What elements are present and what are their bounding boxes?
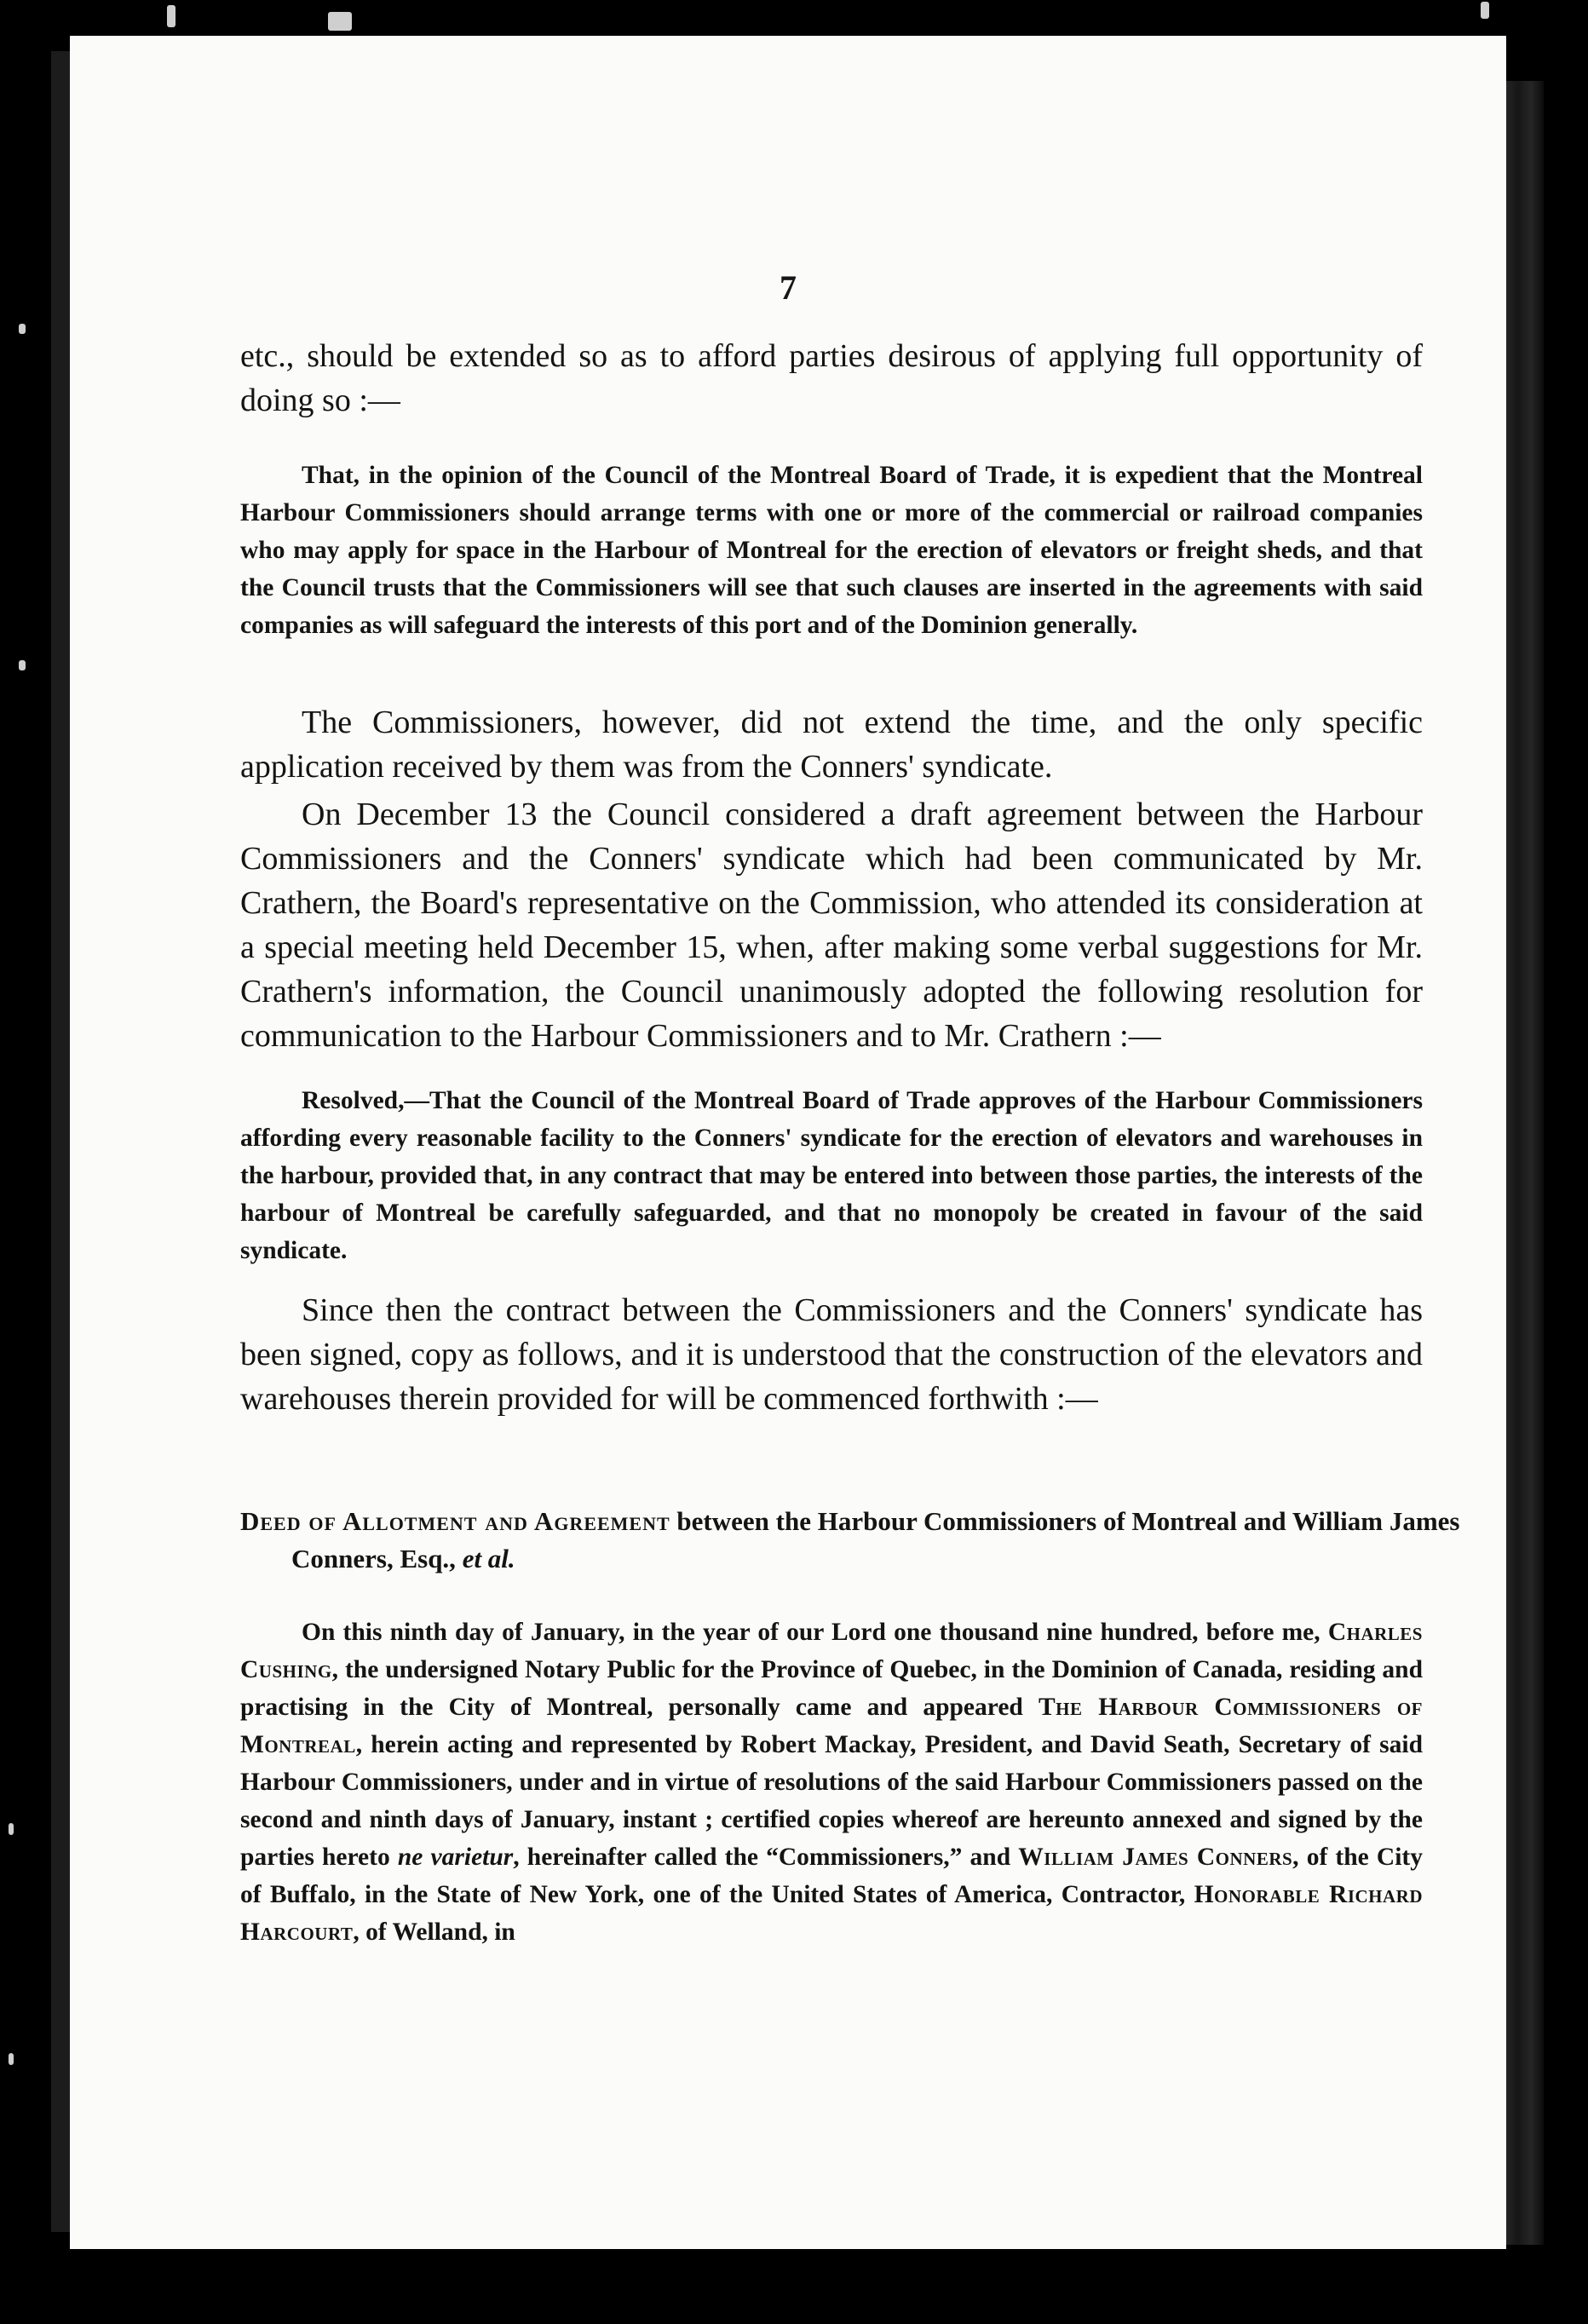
deed-text-6: , of Welland, in [353, 1918, 515, 1946]
book-binding-shadow [51, 51, 70, 2232]
deed-title: Deed of Allotment and Agreement [240, 1506, 670, 1536]
resolution-approves: Resolved,—That the Council of the Montreal Board of Trade approves of the Harbour Commissioners affording every reasonable facility to the Conners' syndicate for the erection of elevators and warehouses in the harbour, provided that, in any contract that may be entered into between those parties, the interests of the harbour of Montreal be carefully safeguarded, and that no monopoly be created in favour of the said syndicate. [240, 1087, 1423, 1264]
harcourt-name: Honorable Richard Harcourt [240, 1881, 1423, 1946]
book-page [70, 36, 1506, 2249]
page-stack-edge [1501, 81, 1544, 2245]
deed-text-1: On this ninth day of January, in the year of our Lord one thousand nine hundred, before me, [302, 1619, 1328, 1646]
intro-paragraph: etc., should be extended so as to afford parties desirous of applying full opportunity of doing so :— [240, 338, 1423, 418]
deed-body-paragraph [240, 1614, 1423, 1951]
deed-parties: between the Harbour Commissioners of Montreal and William James Conners, Esq., [291, 1506, 1460, 1573]
deed-et-al: et al. [462, 1544, 515, 1573]
commissioners-name: The Harbour Commissioners of Montreal [240, 1694, 1423, 1758]
deed-text-5: , of the City of Buffalo, in the State of New York, one of the United States of America, Contractor, [240, 1844, 1423, 1908]
december-paragraph: On December 13 the Council considered a draft agreement between the Harbour Commissioners and the Conners' syndicate which had been communicated by Mr. Crathern, the Board's representative on the Commission, who attended its consideration at a special meeting held December 15, when, after making some verbal suggestions for Mr. Crathern's information, the Council unanimously adopted the following resolution for communication to the Harbour Commissioners and to Mr. Crathern :— [240, 797, 1423, 1054]
page-number: 7 [780, 268, 797, 307]
dust-speck [9, 2053, 14, 2065]
ne-varietur: ne varietur [397, 1844, 514, 1871]
dust-speck [19, 324, 26, 334]
commissioners-paragraph: The Commissioners, however, did not extend the time, and the only specific application received by them was from the Conners' syndicate. [240, 705, 1423, 785]
dust-speck [1481, 2, 1489, 19]
deed-text-3: , herein acting and represented by Robert Mackay, President, and David Seath, Secretary of said Harbour Commissioners, under and in virtue of resolutions of the said Harbour Commissioners passed on the second and ninth days of January, instant ; certified copies whereof are hereunto annexed and signed by the parties hereto [240, 1731, 1423, 1871]
dust-speck [9, 1823, 14, 1835]
dust-speck [328, 12, 352, 31]
since-then-paragraph: Since then the contract between the Commissioners and the Conners' syndicate has been signed, copy as follows, and it is understood that the construction of the elevators and warehouses therein provided for will be commenced forthwith :— [240, 1292, 1423, 1417]
conners-name: William James Conners [1018, 1844, 1293, 1871]
resolution-expedient: That, in the opinion of the Council of the Montreal Board of Trade, it is expedient that the Montreal Harbour Commissioners should arrange terms with one or more of the commercial or railroad companies who may apply for space in the Harbour of Montreal for the erection of elevators or freight sheds, and that the Council trusts that the Commissioners will see that such clauses are inserted in the agreements with said companies as will safeguard the interests of this port and of the Dominion generally. [240, 462, 1423, 639]
notary-name: Charles Cushing [240, 1619, 1423, 1683]
deed-text-2: , the undersigned Notary Public for the Province of Quebec, in the Dominion of Canada, residing and practising in the City of Montreal, personally came and appeared [240, 1656, 1423, 1721]
dust-speck [167, 5, 175, 27]
deed-text-4: , hereinafter called the “Commissioners,” and [513, 1844, 1019, 1871]
dust-speck [19, 660, 26, 670]
deed-heading [240, 1503, 1474, 1578]
